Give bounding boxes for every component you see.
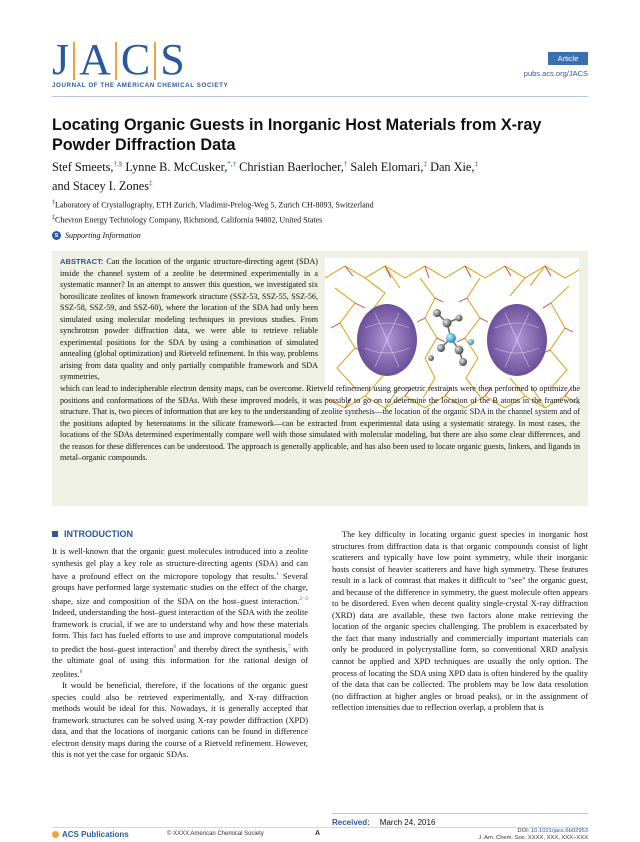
paragraph-text: It is well-known that the organic guest molecules introduced into a zeolite synthesis gel play a key role as structure-directing agents (SDA) and can have a profound effect on the micropore topology that results. — [52, 547, 308, 581]
section-bullet-icon — [52, 531, 58, 537]
supporting-info-icon: s — [52, 231, 61, 240]
author-name[interactable]: Christian Baerlocher, — [239, 160, 344, 175]
author-affil-mark[interactable]: †,§ — [113, 160, 123, 168]
intro-paragraph: It would be beneficial, therefore, if the locations of the organic guest species could also be retrieved experimentally, and X-ray diffraction methods would be ideal for this. Nowadays, it is generally accepted that framework structures can be solved using X-ray powder diffraction (XPD) data, and that the locations of inorganic cations can be found in difference electron density maps during the course of a Rietveld refinement. However, this is not yet the case for organic SDAs. — [52, 681, 308, 760]
affiliations — [52, 197, 592, 226]
author-affil-mark[interactable]: ‡ — [423, 160, 427, 168]
header-divider — [52, 96, 588, 97]
article-type-badge: Article — [548, 52, 588, 65]
journal-logo — [52, 35, 185, 84]
journal-url-link[interactable]: pubs.acs.org/JACS — [523, 69, 588, 78]
paragraph-text: Indeed, understanding the host–guest interaction of the SDA with the zeolite framework is crucial, if we are to understand why and how these materials form. This fact has fueled efforts to use and improve computational models to predict the host–guest interaction — [52, 608, 308, 654]
author-affil-mark[interactable]: *,† — [227, 160, 237, 168]
abstract-body-wide: which can lead to indecipherable electron density maps, can be overcome. Rietveld refinement using geometric restraints were then performed to optimize the positions and conformations of the SDAs. With these improved models, it was possible to go on to determine the location of the B atoms in the framework structure. That is, two pieces of information that are key to the understanding of zeolite synthesis—the location of the organic SDA in the channel system and of the positions adopted by heteroatoms in the silicate framework—can be extracted from experimental data using a systematic strategy. In most cases, the locations of the SDAs determined experimentally compare well with those simulated with molecular modeling, but there are also some clear differences, and the reason for these differences can be understood. The approach is generally applicable, and has also been used to locate organic guests, linkers, and ligands in metal–organic compounds. — [60, 384, 580, 463]
citation-line: J. Am. Chem. Soc. XXXX, XXX, XXX−XXX — [478, 835, 588, 841]
citation-ref[interactable]: 8 — [79, 668, 83, 675]
copyright-notice: © XXXX American Chemical Society — [167, 831, 264, 837]
affiliation-text: Laboratory of Crystallography, ETH Zurich, Vladimir-Prelog-Weg 5, Zurich CH-8093, Switzerland — [55, 200, 374, 210]
doi-link[interactable]: 10.1021/jacs.6b02953 — [530, 828, 588, 834]
section-heading-introduction — [52, 529, 133, 539]
left-column — [52, 546, 308, 761]
citation-ref[interactable]: 7 — [287, 643, 291, 650]
abstract-body: Can the location of the organic structure-directing agent (SDA) inside the channel system of a zeolite be determined experimentally in a systematic manner? In an attempt to answer this question, we investigated six borosilicate zeolites of known framework structure (SSZ-53, SSZ-55, SSZ-56, SSZ-58, SSZ-59, and SSZ-60), where the location of the SDA had only been simulated using molecular modeling techniques in previous studies. From synchrotron powder diffraction data, we were able to retrieve reliable experimental positions for the SDA by using a combination of simulated annealing (global optimization) and Rietveld refinement. In this way, problems arising from data quality and only partially compatible framework and SDA symmetries, — [60, 257, 319, 382]
author-affil-mark[interactable]: ‡ — [474, 160, 478, 168]
affiliation-mark: † — [52, 200, 55, 206]
abstract-narrow-part — [60, 256, 318, 383]
paper-title: Locating Organic Guests in Inorganic Host Materials from X-ray Powder Diffraction Data — [52, 116, 542, 154]
paragraph-text: Several groups have performed large systematic studies on the effect of the charge, shape, size and composition of the SDA on the host–guest interaction. — [52, 571, 309, 606]
logo-letter: A — [79, 35, 111, 84]
logo-divider — [115, 42, 117, 80]
author-list — [52, 156, 592, 194]
author-name[interactable]: and Stacey I. Zones — [52, 179, 149, 194]
author-affil-mark[interactable]: † — [343, 160, 348, 168]
logo-divider — [73, 42, 75, 80]
affiliation-text: Chevron Energy Technology Company, Richmond, California 94802, United States — [55, 215, 323, 225]
supporting-info-link[interactable] — [52, 231, 141, 240]
abstract-text — [60, 256, 580, 464]
paragraph-text: and thereby direct the synthesis, — [176, 644, 288, 654]
intro-paragraph — [52, 546, 308, 680]
citation-ref[interactable]: 6 — [173, 643, 177, 650]
received-label: Received: — [332, 818, 370, 827]
logo-letter: S — [160, 35, 185, 84]
logo-divider — [154, 42, 156, 80]
received-value: March 24, 2016 — [379, 818, 436, 827]
section-heading-label: INTRODUCTION — [64, 529, 133, 539]
author-name[interactable]: Lynne B. McCusker, — [125, 160, 228, 175]
paragraph-text: with the ultimate goal of using this information for the rational design of zeolites. — [52, 644, 308, 679]
doi-block — [478, 828, 588, 842]
received-date — [332, 818, 435, 827]
affiliation-item — [52, 212, 592, 227]
author-name[interactable]: Dan Xie, — [430, 160, 475, 175]
affiliation-mark: ‡ — [52, 214, 55, 221]
author-affil-mark[interactable]: ‡ — [148, 179, 153, 188]
journal-name: JOURNAL OF THE AMERICAN CHEMICAL SOCIETY — [52, 82, 229, 89]
author-name[interactable]: Stef Smeets, — [52, 160, 114, 175]
acs-logo-icon — [52, 831, 59, 838]
acs-publications-logo — [52, 830, 129, 839]
doi-label: DOI: — [517, 828, 531, 834]
logo-letter: C — [120, 35, 151, 84]
page-footer — [52, 830, 588, 842]
abstract-label: ABSTRACT: — [60, 257, 104, 266]
supporting-info-label: Supporting Information — [65, 231, 141, 240]
page-number: A — [315, 830, 321, 837]
citation-ref[interactable]: 2−5 — [299, 595, 308, 602]
received-divider — [332, 813, 588, 814]
citation-ref[interactable]: 1 — [276, 571, 279, 578]
affiliation-item — [52, 197, 592, 212]
right-column — [332, 529, 588, 714]
intro-paragraph: The key difficulty in locating organic guest species in inorganic host structures from diffraction data is that organic compounds consist of light scatterers and typically have low point symmetry, while their inorganic hosts consist of heavier scatterers and have high symmetry. These features result in a lack of contrast that makes it difficult to "see" the organic guest, and because of the difference in symmetry, the guest molecule often appears to be disordered. Even when decent quality single-crystal X-ray diffraction (XRD) data are available, these two factors alone make retrieving the location of the organic species challenging. The problem is exacerbated by the fact that many industrially and commercially important materials can only be produced in polycrystalline form, so conventional XRD analysis cannot be applied and XPD techniques are usually the only option. The process of locating the SDA using XPD data is often hindered by the quality of the data that can be collected. The problem may be low data resolution (no diffraction at higher angles or broad peaks), or in the assignment of reflection intensities due to reflection overlap, a problem that is — [332, 530, 588, 713]
logo-letter: J — [52, 35, 70, 84]
author-name[interactable]: Saleh Elomari, — [350, 160, 424, 175]
publisher-name: ACS Publications — [62, 830, 129, 839]
